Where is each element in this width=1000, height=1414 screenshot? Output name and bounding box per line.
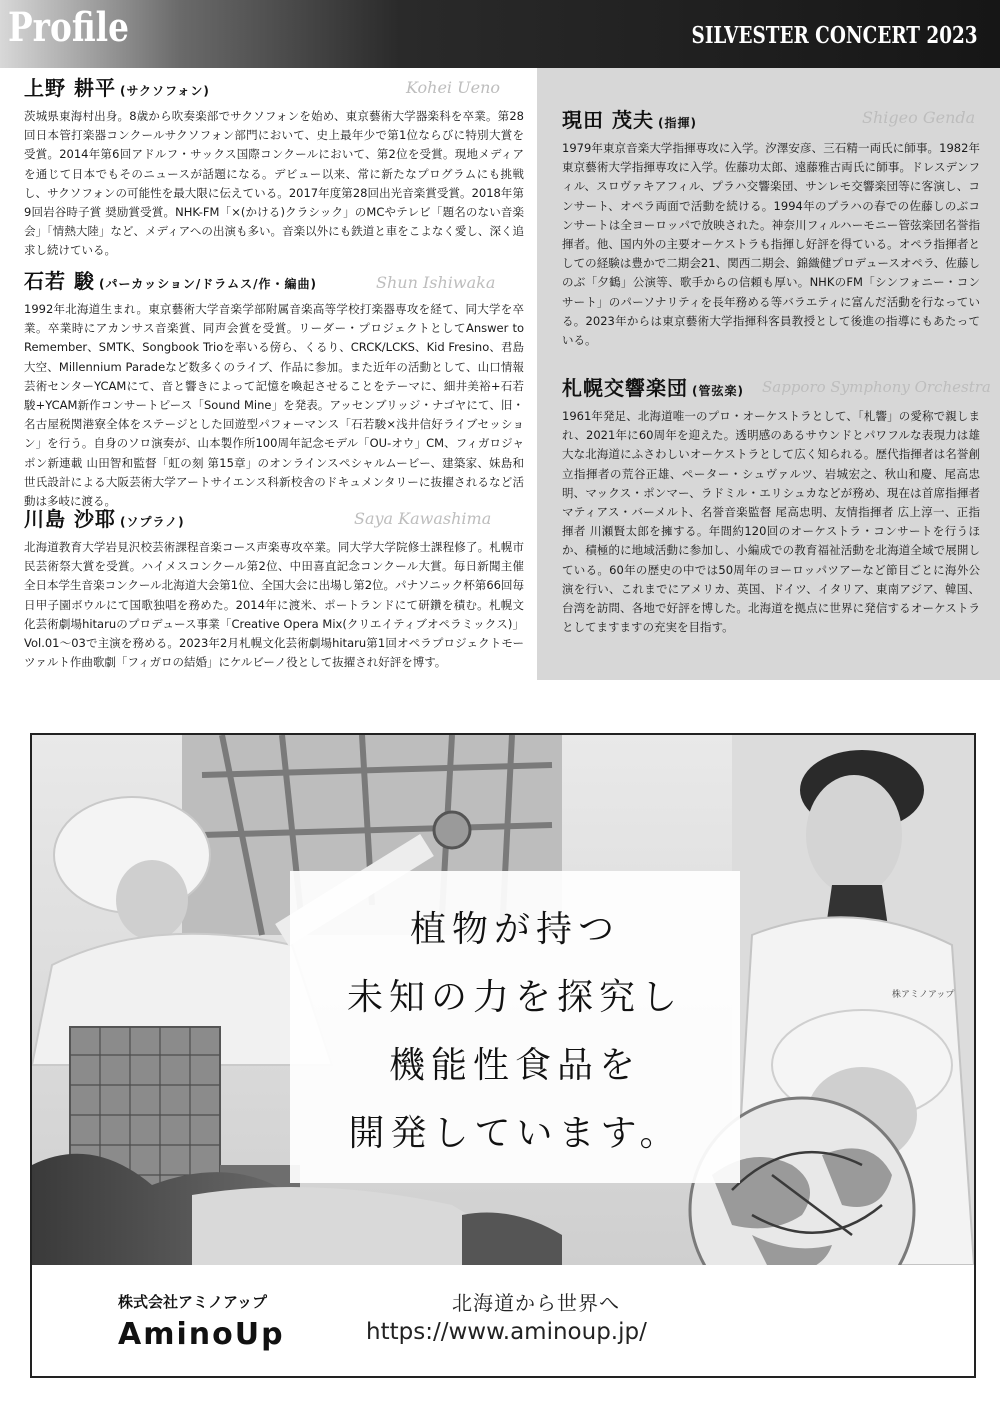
profile-bio: 1961年発足、北海道唯一のプロ・オーケストラとして、「札響」の愛称で親しまれ、2021年に60周年を迎えた。透明感のあるサウンドとパワフルな表現力は雄大な北海道にふさわしいオーケストラとして広く知られる。歴代指揮者は名誉創立指揮者の荒谷正雄、ペーター・シュヴァルツ、岩城宏之、秋山和慶、尾高忠明、マックス・ポンマー、ラドミル・エリシュカなどが務め、現在は首席指揮者 マティアス・バーメルト、名誉音楽監督 尾高忠明、友情指揮者 広上淳一、正指揮者 川瀬賢太郎を擁する。年間約120回のオーケストラ・コンサートを行うほか、積極的に地域活動に参加し、小編成での教育福祉活動を北海道全域で展開している。60年の歴史の中では50周年のヨーロッパツアーなど節目ごとに海外公演を行い、これまでにアメリカ、英国、ドイツ、イタリア、東南アジア、韓国、台湾を訪問、各地で好評を博した。北海道を拠点に世界に発信するオーケストラとしてますますの充実を目指す。 [562,409,980,635]
profile-romaji: Saya Kawashima [354,509,492,528]
ad-tagline: 北海道から世界へ [452,1291,620,1315]
slogan-box [290,871,740,1183]
profile-name: 川島 沙耶 (ソプラノ) [24,507,185,531]
ad-footer [32,1265,974,1376]
profile-name: 石若 駿 (パーカッション/ドラムス/作・編曲) [24,269,317,293]
profile-ueno [24,72,524,261]
company-name-jp: 株式会社アミノアップ [118,1293,267,1311]
slogan-line-4: 開発しています。 [348,1113,682,1154]
profile-romaji: Shun Ishiwaka [376,273,496,292]
profile-name: 上野 耕平 (サクソフォン) [24,76,210,100]
profile-romaji: Kohei Ueno [406,78,501,97]
slogan-line-1: 植物が持つ [409,909,620,950]
page-title: Profile [8,4,130,51]
lab-coat-label: 株アミノアップ [892,990,955,1000]
profile-bio: 1992年北海道生まれ。東京藝術大学音楽学部附属音楽高等学校打楽器専攻を経て、同大学を卒業。卒業時にアカンサス音楽賞、同声会賞を受賞。リーダー・プロジェクトとしてAnswer to Remember、SMTK、Songbook Trioを率いる傍ら、くるり、CRCK/LCKS、Kid Fresino、君島大空、Millennium Paradeなど数多くのライブ、作品に参加。また近年の活動として、山口情報芸術センターYCAMにて、音と響きによって記憶を喚起させることをテーマに、細井美裕+石若駿+YCAM新作コンサートピース「Sound Mine」を発表。アッセンブリッジ・ナゴヤにて、旧・名古屋税関港寮全体をステージとした回遊型パフォーマンス「石若駿×浅井信好ライブセッション」を行う。自身のソロ演奏が、山本製作所100周年記念モデル「OU-オウ」CM、フィガロジャポン新連載 山田智和監督「虹の刻 第15章」のオンラインスペシャルムービー、建築家、妹島和世氏設計による大阪芸術大学アートサイエンス科新校舎のドキュメンタリーに抜擢されるなど活動は多岐に渡る。 [24,302,524,509]
profile-bio: 北海道教育大学岩見沢校芸術課程音楽コース声楽専攻卒業。同大学大学院修士課程修了。札幌市民芸術祭大賞を受賞。ハイメスコンクール第2位、中田喜直記念コンクール大賞。毎日新聞主催全日本学生音楽コンクール北海道大会第1位、全国大会に出場し第2位。パナソニック杯第66回毎日甲子園ボウルにて国歌独唱を務めた。2014年に渡米、ポートランドにて研鑽を積む。札幌文化芸術劇場hitaruのプロデュース事業「Creative Opera Mix(クリエイティブオペラミックス)」Vol.01〜03で主演を務める。2023年2月札幌文化芸術劇場hitaru第1回オペラプロジェクトモーツァルト作曲歌劇「フィガロの結婚」にケルビーノ役として抜擢され好評を博す。 [24,540,524,670]
aminoup-advertisement [30,733,976,1378]
header-bar [0,0,1000,68]
company-logo: AminoUp [118,1317,285,1352]
profile-bio: 1979年東京音楽大学指揮専攻に入学。汐澤安彦、三石精一両氏に師事。1982年東京藝術大学指揮専攻に入学。佐藤功太郎、遠藤雅古両氏に師事。ドレスデンフィル、スロヴァキアフィル、プラハ交響楽団、サンレモ交響楽団等に客演し、コンサート、オペラ両面で活動を続ける。1994年のプラハの春での佐藤しのぶコンサートは全ヨーロッパで放映された。神奈川フィルハーモニー管弦楽団名誉指揮者。他、国内外の主要オーケストラも指揮し好評を得ている。オペラ指揮者としての経験は豊かで二期会21、関西二期会、錦織健プロデュースオペラ、佐藤しのぶ「夕鶴」公演等、歌手からの信頼も厚い。NHKのFM「シンフォニー・コンサート」のパーソナリティを長年務める等バラエティに富んだ活動を行なっている。2023年からは東京藝術大学指揮科客員教授として後進の指導にもあたっている。 [562,141,980,348]
profile-role: (管弦楽) [692,384,744,398]
slogan-line-2: 未知の力を探究し [346,977,683,1018]
profile-role: (ソプラノ) [119,515,185,529]
ad-photo-collage [32,735,974,1265]
profile-name: 札幌交響楽団 (管弦楽) [562,376,744,400]
profile-genda [562,104,980,350]
company-url[interactable]: https://www.aminoup.jp/ [366,1319,647,1345]
profile-romaji: Shigeo Genda [862,108,976,127]
concert-title: SILVESTER CONCERT 2023 [691,22,978,49]
profile-romaji: Sapporo Symphony Orchestra [762,378,991,396]
profile-sso [562,372,991,637]
profile-bio: 茨城県東海村出身。8歳から吹奏楽部でサクソフォンを始め、東京藝術大学器楽科を卒業。第28回日本管打楽器コンクールサクソフォン部門において、史上最年少で第1位ならびに特別大賞を受賞。2014年第6回アドルフ・サックス国際コンクールにおいて、第2位を受賞。現地メディアを通じて日本でもそのニュースが話題になる。デビュー以来、常に新たなプログラムにも挑戦し、サクソフォンの可能性を最大限に伝えている。2017年度第28回出光音楽賞受賞。2018年第9回岩谷時子賞 奨励賞受賞。NHK-FM「×(かける)クラシック」のMCやテレビ「題名のない音楽会」「情熱大陸」など、メディアへの出演も多い。音楽以外にも鉄道と車をこよなく愛し、深く追求し続けている。 [24,109,524,258]
slogan-line-3: 機能性食品を [388,1045,641,1086]
profile-kawashima [24,503,524,672]
profile-ishiwaka [24,265,524,511]
profile-name: 現田 茂夫 (指揮) [562,108,697,132]
profile-role: (パーカッション/ドラムス/作・編曲) [98,277,317,291]
profile-role: (指揮) [657,116,697,130]
profile-role: (サクソフォン) [119,84,210,98]
